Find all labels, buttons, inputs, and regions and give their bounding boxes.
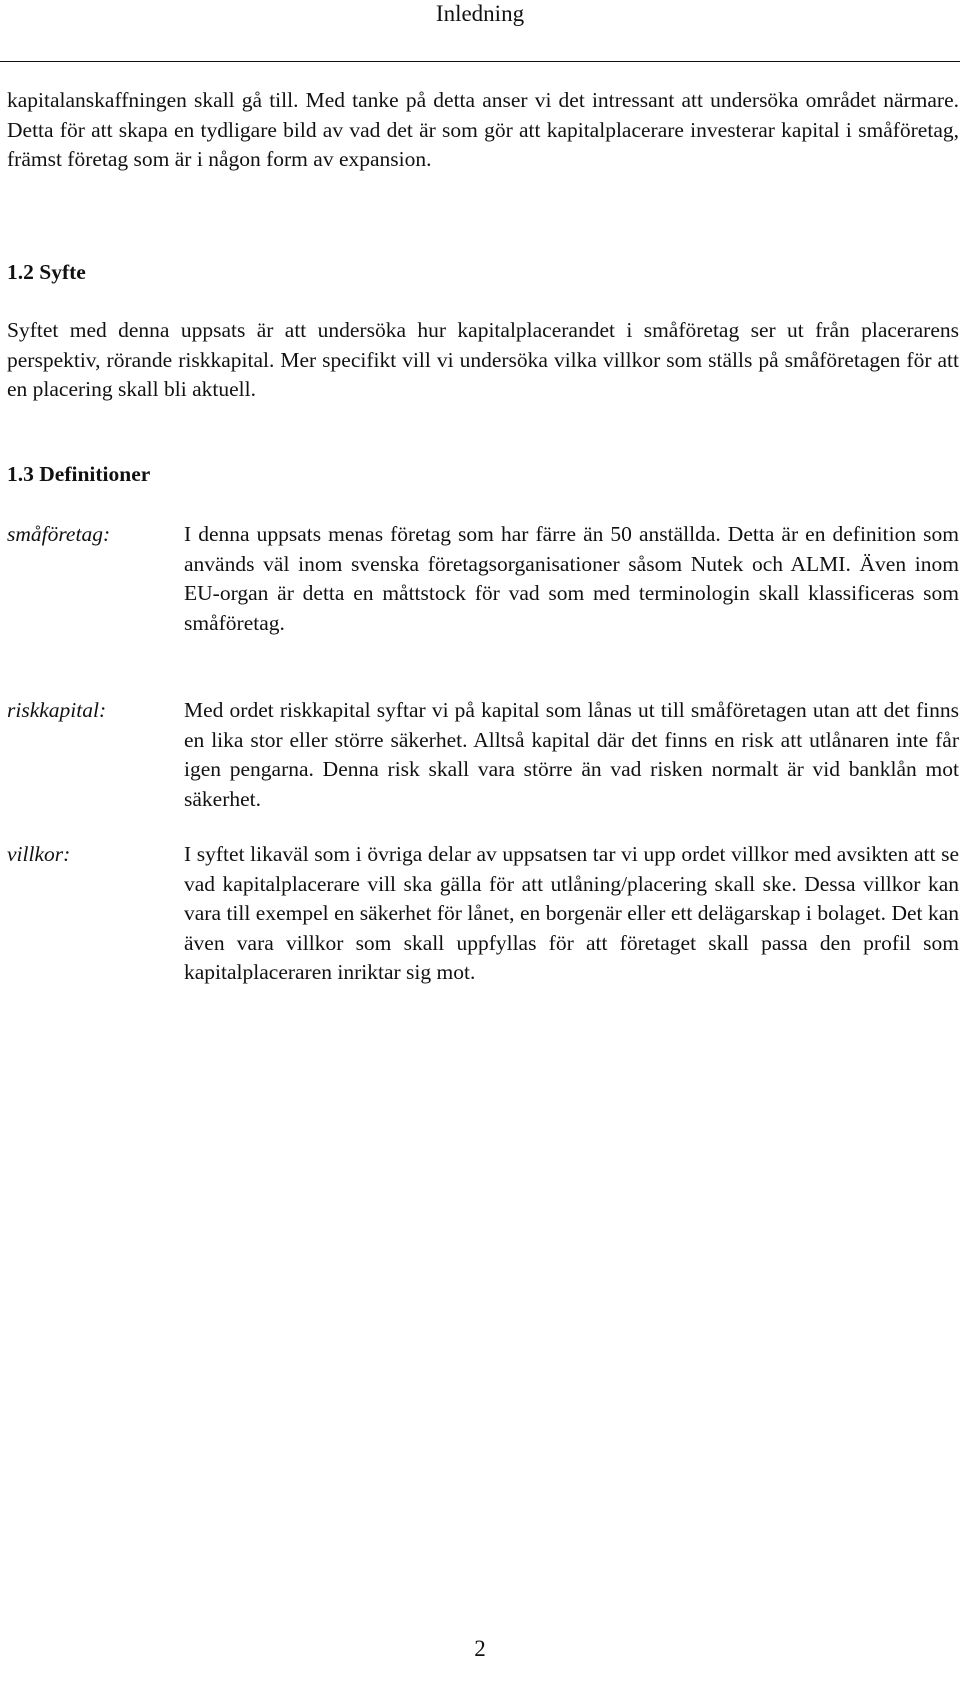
- syfte-paragraph: Syftet med denna uppsats är att undersöka hur kapitalplacerandet i småföretag ser ut från placerarens perspektiv, rörande riskkapital. Mer specifikt vill vi undersöka vilka villkor som ställs på småföretagen för att en placering skall bli aktuell.: [7, 318, 959, 401]
- definition-term-riskkapital: riskkapital:: [7, 698, 107, 722]
- definition-text-villkor: I syftet likaväl som i övriga delar av uppsatsen tar vi upp ordet villkor med avsikten att se vad kapitalplacerare vill ska gälla för att utlåning/placering skall ske. Dessa villkor kan vara till exempel en säkerhet för lånet, en borgenär eller ett delägarskap i bolaget. Det kan även vara villkor som skall uppfyllas för att företaget skall passa den profil som kapitalplaceraren inriktar sig mot.: [184, 842, 959, 984]
- section-heading-syfte: 1.2 Syfte: [7, 260, 86, 284]
- definition-text-riskkapital: Med ordet riskkapital syftar vi på kapital som lånas ut till småföretagen utan att det finns en lika stor eller större säkerhet. Alltså kapital där det finns en risk att utlånaren inte får igen pengarna. Denna risk skall vara större än vad risken normalt är vid banklån mot säkerhet.: [184, 698, 959, 811]
- definition-term-smaforetag: småföretag:: [7, 522, 111, 546]
- definition-term-villkor: villkor:: [7, 842, 71, 866]
- header-divider: [0, 61, 960, 62]
- intro-paragraph: kapitalanskaffningen skall gå till. Med tanke på detta anser vi det intressant att undersöka området närmare. Detta för att skapa en tydligare bild av vad det är som gör att kapitalplacerare investerar kapital i småföretag, främst företag som är i någon form av expansion.: [7, 88, 959, 171]
- page-number: 2: [474, 1636, 486, 1661]
- section-heading-definitioner: 1.3 Definitioner: [7, 462, 151, 486]
- running-header: Inledning: [435, 1, 525, 26]
- definition-text-smaforetag: I denna uppsats menas företag som har färre än 50 anställda. Detta är en definition som används väl inom svenska företagsorganisationer såsom Nutek och ALMI. Även inom EU-organ är detta en måttstock för vad som med terminologin skall klassificeras som småföretag.: [184, 522, 959, 635]
